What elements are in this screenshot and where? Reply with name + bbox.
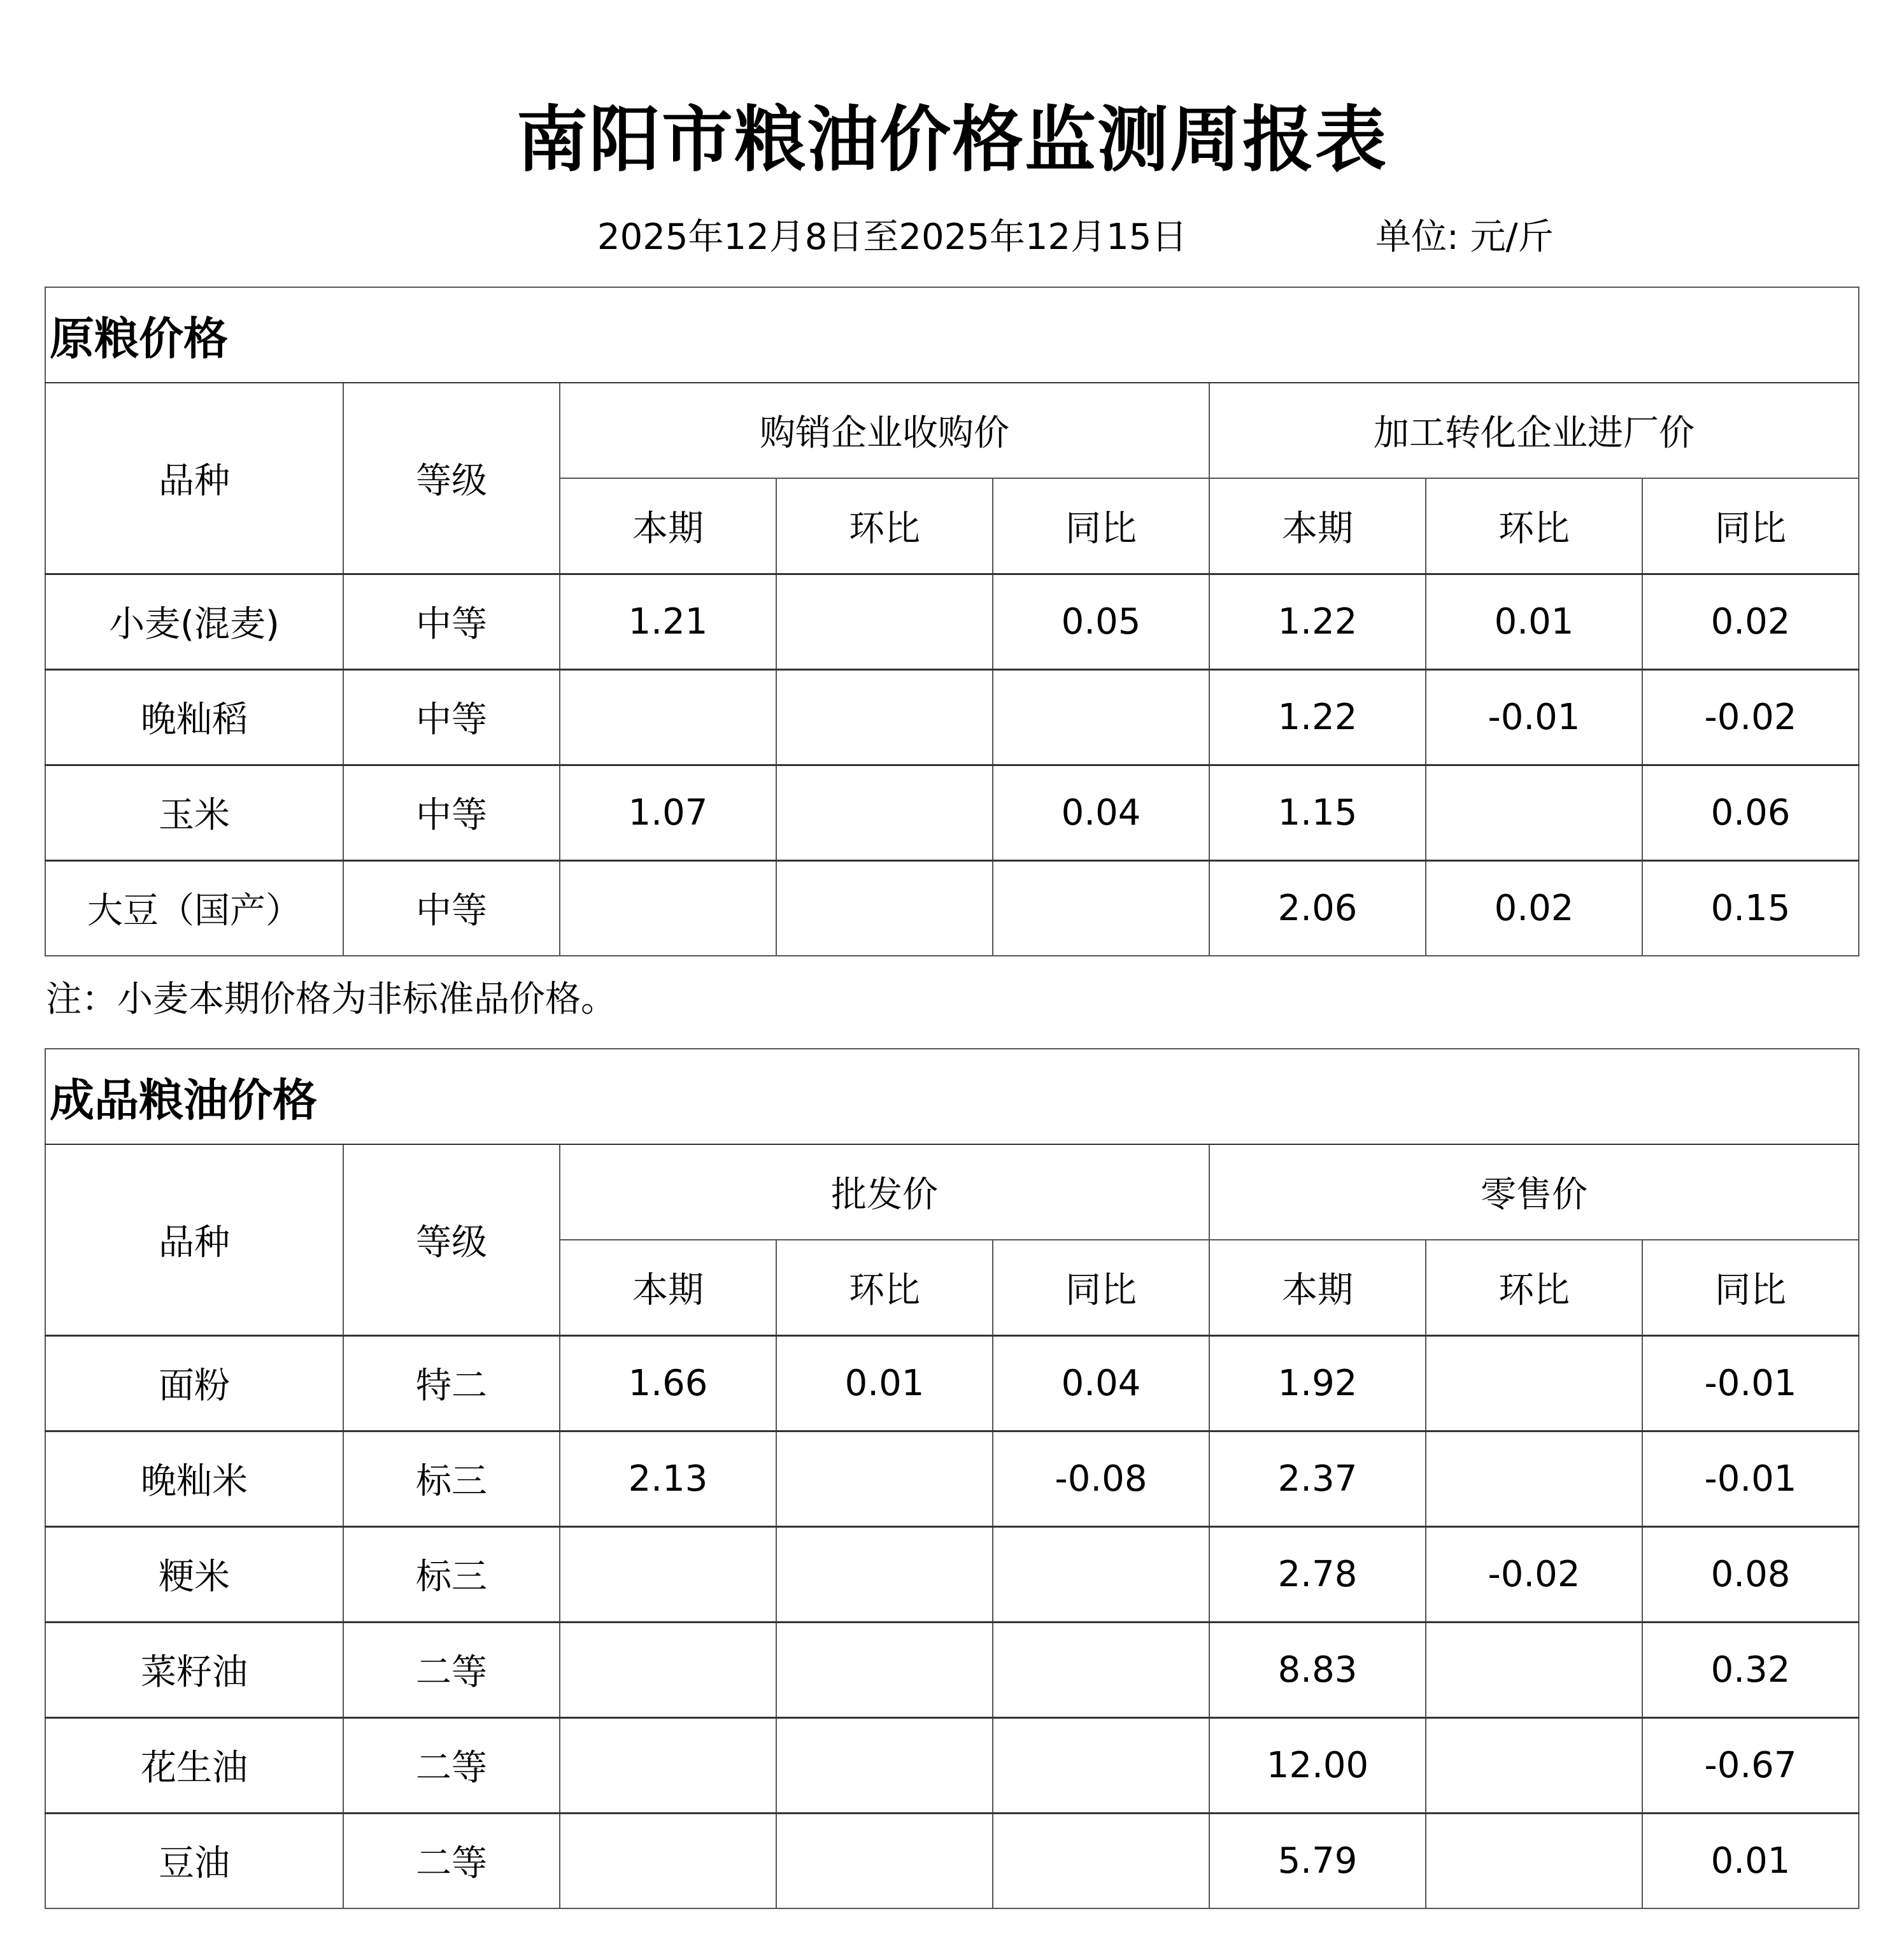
table-row — [45, 1717, 1859, 1813]
header-yoy: 同比 — [1642, 478, 1859, 574]
cell-variety: 晚籼稻 — [45, 669, 343, 765]
report-subtitle — [0, 215, 1904, 260]
cell-variety: 面粉 — [45, 1335, 343, 1431]
cell-g1-mom — [776, 574, 993, 669]
cell-g1-current — [560, 1622, 776, 1717]
cell-g2-current: 2.37 — [1209, 1431, 1426, 1526]
header-wholesale-price: 批发价 — [560, 1144, 1209, 1240]
cell-grade: 中等 — [343, 574, 560, 669]
cell-grade: 特二 — [343, 1335, 560, 1431]
header-mom: 环比 — [1426, 478, 1642, 574]
cell-g2-yoy: 0.01 — [1642, 1813, 1859, 1908]
cell-variety: 菜籽油 — [45, 1622, 343, 1717]
cell-grade: 二等 — [343, 1622, 560, 1717]
header-mom: 环比 — [1426, 1240, 1642, 1335]
header-variety: 品种 — [45, 1144, 343, 1335]
cell-g1-yoy: 0.04 — [993, 765, 1209, 860]
cell-g2-mom — [1426, 765, 1642, 860]
cell-g1-yoy — [993, 1813, 1209, 1908]
cell-g2-yoy: 0.32 — [1642, 1622, 1859, 1717]
cell-g1-yoy: 0.05 — [993, 574, 1209, 669]
table-row — [45, 1431, 1859, 1526]
table-row — [45, 1335, 1859, 1431]
cell-g1-mom: 0.01 — [776, 1335, 993, 1431]
cell-g1-current — [560, 1813, 776, 1908]
cell-variety: 玉米 — [45, 765, 343, 860]
header-grade: 等级 — [343, 383, 560, 574]
cell-g2-mom: 0.02 — [1426, 860, 1642, 956]
cell-g1-mom — [776, 765, 993, 860]
cell-g1-current — [560, 1526, 776, 1622]
header-factory-price: 加工转化企业进厂价 — [1209, 383, 1859, 478]
cell-g2-yoy: 0.08 — [1642, 1526, 1859, 1622]
cell-g2-current: 1.92 — [1209, 1335, 1426, 1431]
header-yoy: 同比 — [993, 478, 1209, 574]
unit-label: 单位: 元/斤 — [1375, 217, 1554, 258]
cell-g2-mom — [1426, 1813, 1642, 1908]
header-purchase-price: 购销企业收购价 — [560, 383, 1209, 478]
cell-g2-yoy: -0.67 — [1642, 1717, 1859, 1813]
cell-g2-current: 2.06 — [1209, 860, 1426, 956]
section-title-raw-grain: 原粮价格 — [45, 287, 1859, 383]
finished-grain-oil-price-table — [45, 1048, 1859, 1909]
cell-g2-current: 12.00 — [1209, 1717, 1426, 1813]
cell-g1-current: 1.66 — [560, 1335, 776, 1431]
cell-grade: 中等 — [343, 860, 560, 956]
cell-g2-mom — [1426, 1717, 1642, 1813]
cell-g2-current: 1.22 — [1209, 574, 1426, 669]
cell-g2-yoy: -0.01 — [1642, 1335, 1859, 1431]
cell-g1-current: 1.21 — [560, 574, 776, 669]
cell-g2-yoy: 0.06 — [1642, 765, 1859, 860]
cell-g2-current: 1.15 — [1209, 765, 1426, 860]
cell-g2-yoy: 0.15 — [1642, 860, 1859, 956]
cell-g2-mom — [1426, 1335, 1642, 1431]
table-row — [45, 669, 1859, 765]
cell-variety: 小麦(混麦) — [45, 574, 343, 669]
table-row — [45, 765, 1859, 860]
cell-g1-current — [560, 1717, 776, 1813]
report-title: 南阳市粮油价格监测周报表 — [516, 99, 1388, 181]
table-row — [45, 1622, 1859, 1717]
cell-g2-current: 8.83 — [1209, 1622, 1426, 1717]
cell-variety: 豆油 — [45, 1813, 343, 1908]
cell-g1-yoy: -0.08 — [993, 1431, 1209, 1526]
header-current: 本期 — [560, 1240, 776, 1335]
cell-g1-mom — [776, 860, 993, 956]
footnote: 注：小麦本期价格为非标准品价格。 — [46, 979, 616, 1020]
cell-g1-mom — [776, 1717, 993, 1813]
table-row — [45, 1526, 1859, 1622]
cell-grade: 二等 — [343, 1717, 560, 1813]
cell-g2-yoy: -0.02 — [1642, 669, 1859, 765]
header-mom: 环比 — [776, 478, 993, 574]
cell-variety: 大豆（国产） — [45, 860, 343, 956]
table-row — [45, 574, 1859, 669]
cell-variety: 花生油 — [45, 1717, 343, 1813]
cell-g2-yoy: 0.02 — [1642, 574, 1859, 669]
raw-grain-price-table — [45, 287, 1859, 956]
cell-g2-current: 1.22 — [1209, 669, 1426, 765]
cell-grade: 标三 — [343, 1526, 560, 1622]
cell-g1-mom — [776, 1813, 993, 1908]
header-grade: 等级 — [343, 1144, 560, 1335]
cell-g1-current — [560, 669, 776, 765]
cell-g1-current: 2.13 — [560, 1431, 776, 1526]
header-mom: 环比 — [776, 1240, 993, 1335]
cell-g1-mom — [776, 1526, 993, 1622]
cell-g1-current: 1.07 — [560, 765, 776, 860]
cell-g1-current — [560, 860, 776, 956]
cell-g2-mom: -0.02 — [1426, 1526, 1642, 1622]
date-range: 2025年12月8日至2025年12月15日 — [597, 217, 1188, 258]
header-current: 本期 — [1209, 478, 1426, 574]
table-row — [45, 860, 1859, 956]
header-retail-price: 零售价 — [1209, 1144, 1859, 1240]
cell-g1-yoy — [993, 860, 1209, 956]
cell-g1-yoy: 0.04 — [993, 1335, 1209, 1431]
table-row — [45, 1813, 1859, 1908]
cell-g2-mom — [1426, 1622, 1642, 1717]
cell-g1-yoy — [993, 669, 1209, 765]
section-title-finished: 成品粮油价格 — [45, 1049, 1859, 1144]
cell-grade: 二等 — [343, 1813, 560, 1908]
header-current: 本期 — [1209, 1240, 1426, 1335]
cell-g1-mom — [776, 669, 993, 765]
cell-grade: 标三 — [343, 1431, 560, 1526]
cell-g1-mom — [776, 1431, 993, 1526]
header-yoy: 同比 — [1642, 1240, 1859, 1335]
cell-g2-mom: 0.01 — [1426, 574, 1642, 669]
cell-g2-yoy: -0.01 — [1642, 1431, 1859, 1526]
cell-variety: 粳米 — [45, 1526, 343, 1622]
cell-g1-yoy — [993, 1526, 1209, 1622]
cell-g1-yoy — [993, 1622, 1209, 1717]
header-yoy: 同比 — [993, 1240, 1209, 1335]
cell-grade: 中等 — [343, 765, 560, 860]
cell-grade: 中等 — [343, 669, 560, 765]
header-variety: 品种 — [45, 383, 343, 574]
cell-g1-yoy — [993, 1717, 1209, 1813]
header-current: 本期 — [560, 478, 776, 574]
cell-variety: 晚籼米 — [45, 1431, 343, 1526]
cell-g2-current: 5.79 — [1209, 1813, 1426, 1908]
cell-g2-current: 2.78 — [1209, 1526, 1426, 1622]
cell-g2-mom — [1426, 1431, 1642, 1526]
cell-g1-mom — [776, 1622, 993, 1717]
cell-g2-mom: -0.01 — [1426, 669, 1642, 765]
